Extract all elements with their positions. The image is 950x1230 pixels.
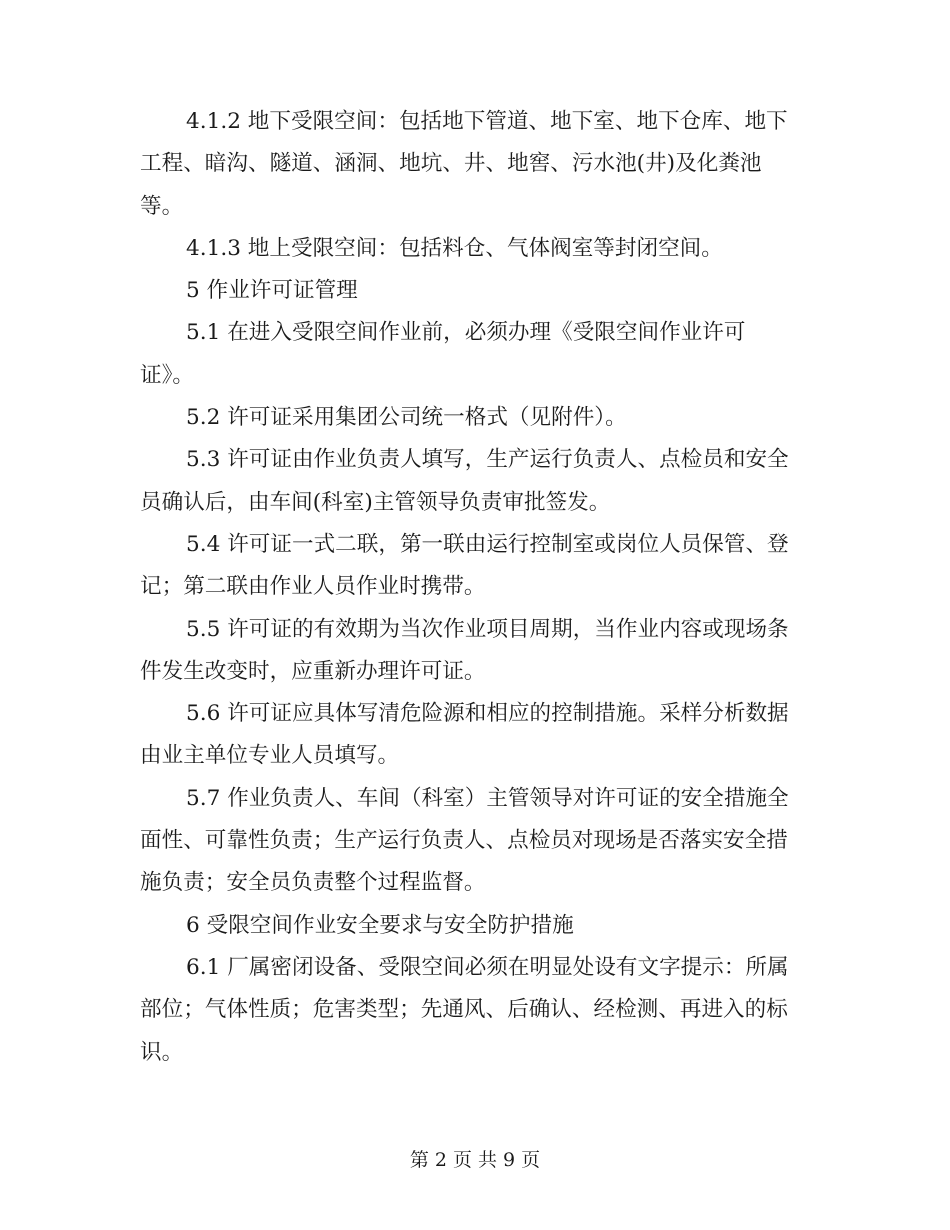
text-line: 部位；气体性质；危害类型；先通风、后确认、经检测、再进入的标 [140,997,788,1023]
paragraph-4-1-2 [140,101,810,228]
text-line: 工程、暗沟、隧道、涵洞、地坑、井、地窖、污水池(井)及化粪池 [140,151,762,177]
text-line: 5.2 许可证采用集团公司统一格式（见附件）。 [186,405,627,431]
text-line: 面性、可靠性负责；生产运行负责人、点检员对现场是否落实安全措 [140,828,788,854]
text-line: 5.6 许可证应具体写清危险源和相应的控制措施。采样分析数据 [186,701,789,727]
paragraph-6-1 [140,947,810,1074]
text-line: 件发生改变时，应重新办理许可证。 [140,658,486,684]
text-line: 由业主单位专业人员填写。 [140,743,400,769]
text-line: 5.5 许可证的有效期为当次作业项目周期，当作业内容或现场条 [186,616,789,642]
paragraph-5-1 [140,312,810,397]
document-body [140,101,810,1074]
text-line: 识。 [140,1039,184,1065]
page-number-footer: 第 2 页 共 9 页 [409,1149,541,1171]
paragraph-5-7 [140,778,810,905]
text-line: 5.3 许可证由作业负责人填写，生产运行负责人、点检员和安全 [186,447,789,473]
text-line: 记；第二联由作业人员作业时携带。 [140,574,486,600]
text-line: 5 作业许可证管理 [186,278,358,304]
paragraph-5-3 [140,439,810,524]
section-heading-6 [140,905,810,947]
paragraph-5-5 [140,609,810,694]
text-line: 4.1.2 地下受限空间：包括地下管道、地下室、地下仓库、地下 [186,109,788,134]
text-line: 5.4 许可证一式二联，第一联由运行控制室或岗位人员保管、登 [186,531,789,557]
text-line: 4.1.3 地上受限空间：包括料仓、气体阀室等封闭空间。 [186,235,723,261]
paragraph-5-2 [140,397,810,439]
paragraph-4-1-3 [140,228,810,270]
text-line: 证》。 [140,362,194,388]
text-line: 员确认后，由车间(科室)主管领导负责审批签发。 [140,489,611,515]
paragraph-5-4 [140,524,810,609]
text-line: 6 受限空间作业安全要求与安全防护措施 [186,912,574,938]
text-line: 6.1 厂属密闭设备、受限空间必须在明显处设有文字提示：所属 [186,954,789,980]
section-heading-5 [140,270,810,312]
paragraph-5-6 [140,693,810,778]
text-line: 5.7 作业负责人、车间（科室）主管领导对许可证的安全措施全 [186,785,789,811]
text-line: 等。 [140,193,184,219]
text-line: 施负责；安全员负责整个过程监督。 [140,870,486,896]
text-line: 5.1 在进入受限空间作业前，必须办理《受限空间作业许可 [186,320,746,346]
